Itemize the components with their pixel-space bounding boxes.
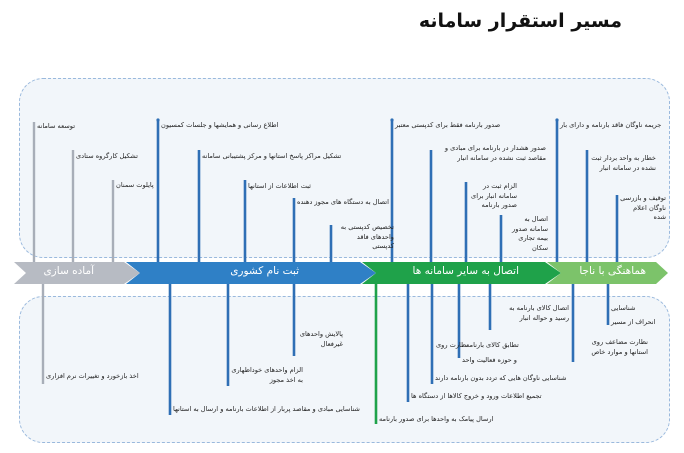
activity-label: ثبت اطلاعات از استانها — [248, 182, 312, 190]
activity-label: صدور بارنامه فقط برای کدپستی معتبر — [395, 121, 501, 129]
activity-label: صدور هشدار در بارنامه برای مبادی و مقاصد ثبت نشده در سامانه انبار — [444, 144, 546, 162]
phase-flow-arrow — [14, 262, 668, 284]
activity-label: تخصیص کدپستی به واحدهای فاقد کدپستی — [340, 223, 394, 251]
activity-label: تشکیل کارگروه ستادی — [76, 152, 138, 160]
activity-label: الزام واحدهای خوداظهاری به اخذ مجوز — [231, 366, 303, 384]
activity-label: خطار به واحد بردار ثبت نشده در سامانه انبار — [591, 154, 656, 172]
activity-label: اتصال به دستگاه های مجوز دهنده — [297, 198, 389, 206]
activity-label: توقیف و بازرسی ناوگان اعلام شده — [620, 194, 666, 222]
activity-label: اتصال به سامانه صدور بیمه تجاری سکان — [512, 215, 548, 252]
activity-label: و حوزه فعالیت واحد — [462, 356, 517, 364]
activity-label: پایلوت سمنان — [116, 181, 154, 189]
activity-label: اتصال کالای بارنامه به رسید و حواله انبار — [509, 304, 569, 322]
phase-label-connect: اتصال به سایر سامانه ها — [412, 265, 519, 277]
activity-label: تجمیع اطلاعات ورود و خروج کالاها از دستگاه ها — [411, 392, 542, 400]
phase-label-prepare: آماده سازی — [43, 265, 94, 277]
activity-label: شناسایی مبادی و مقاصد پربار از اطلاعات بارنامه و ارسال به استانها — [173, 405, 360, 413]
activity-label: انحراف از مسیر — [611, 318, 656, 326]
activity-label: تطابق کالای بارنامه — [466, 341, 519, 349]
activity-label: توسعه سامانه — [37, 122, 76, 130]
activity-label: اطلاع رسانی و همایشها و جلسات کمسیون — [161, 121, 279, 129]
page-title: مسیر استقرار سامانه — [418, 10, 622, 32]
activity-label: جریمه ناوگان فاقد بارنامه و دارای بار — [560, 121, 662, 129]
activity-label: پالایش واحدهای غیرفعال — [299, 330, 343, 348]
activity-label: شناسایی ناوگان هایی که تردد بدون بارنامه دارند — [435, 374, 567, 382]
phase-label-align: هماهنگی با ناجا — [579, 265, 646, 277]
activity-label: اخذ بازخورد و تغییرات نرم افزاری — [46, 372, 139, 380]
activity-label: الزام ثبت در سامانه انبار برای صدور بارنامه — [471, 182, 517, 210]
phase-label-register: ثبت نام کشوری — [230, 265, 299, 277]
activity-label: شناسایی — [611, 304, 636, 312]
activity-label: ارسال پیامک به واحدها برای صدور بارنامه — [379, 415, 494, 423]
activity-label: نظارت روی — [436, 341, 469, 349]
activity-label: تشکیل مراکز پاسخ استانها و مرکز پشتیبانی سامانه — [202, 152, 342, 160]
activity-label: نظارت مضاعف روی استانها و موارد خاص — [591, 338, 648, 356]
